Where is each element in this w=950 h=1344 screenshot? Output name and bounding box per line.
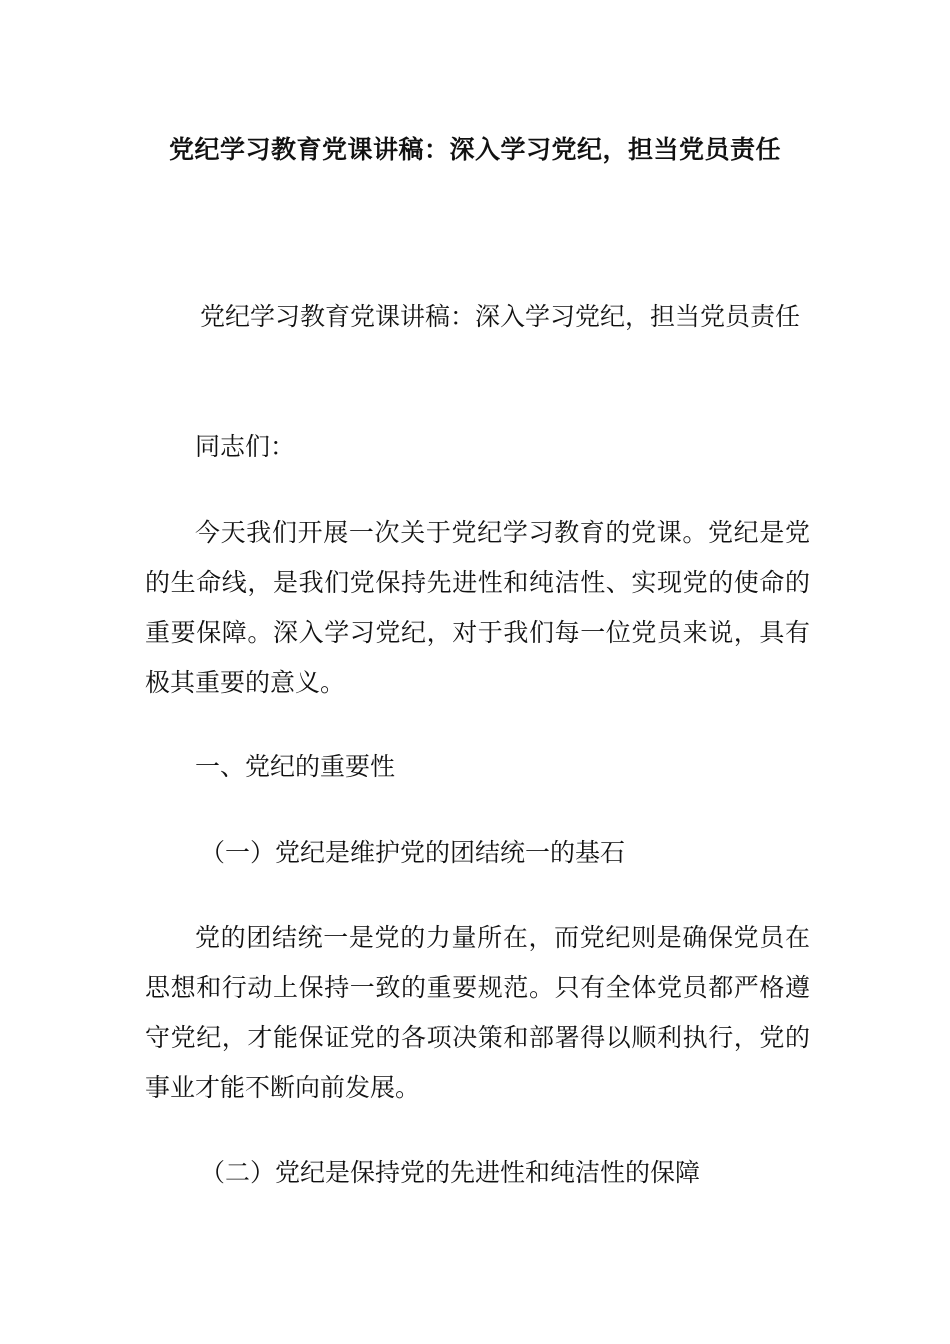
intro-paragraph: 今天我们开展一次关于党纪学习教育的党课。党纪是党的生命线，是我们党保持先进性和纯洁性、实现党的使命的重要保障。深入学习党纪，对于我们每一位党员来说，具有极其重要的意义。: [145, 518, 810, 697]
subsection-heading: （一）党纪是维护党的团结统一的基石: [200, 838, 626, 867]
section-heading: 一、党纪的重要性: [195, 752, 396, 781]
document-subtitle: 党纪学习教育党课讲稿：深入学习党纪，担当党员责任: [199, 302, 800, 331]
salutation: 同志们：: [195, 432, 296, 461]
subsection-heading: （二）党纪是保持党的先进性和纯洁性的保障: [200, 1158, 701, 1187]
body-paragraph: 党的团结统一是党的力量所在，而党纪则是确保党员在思想和行动上保持一致的重要规范。只有全体党员都严格遵守党纪，才能保证党的各项决策和部署得以顺利执行，党的事业才能不断向前发展。: [145, 923, 810, 1102]
document-title: 党纪学习教育党课讲稿：深入学习党纪，担当党员责任: [168, 135, 781, 164]
